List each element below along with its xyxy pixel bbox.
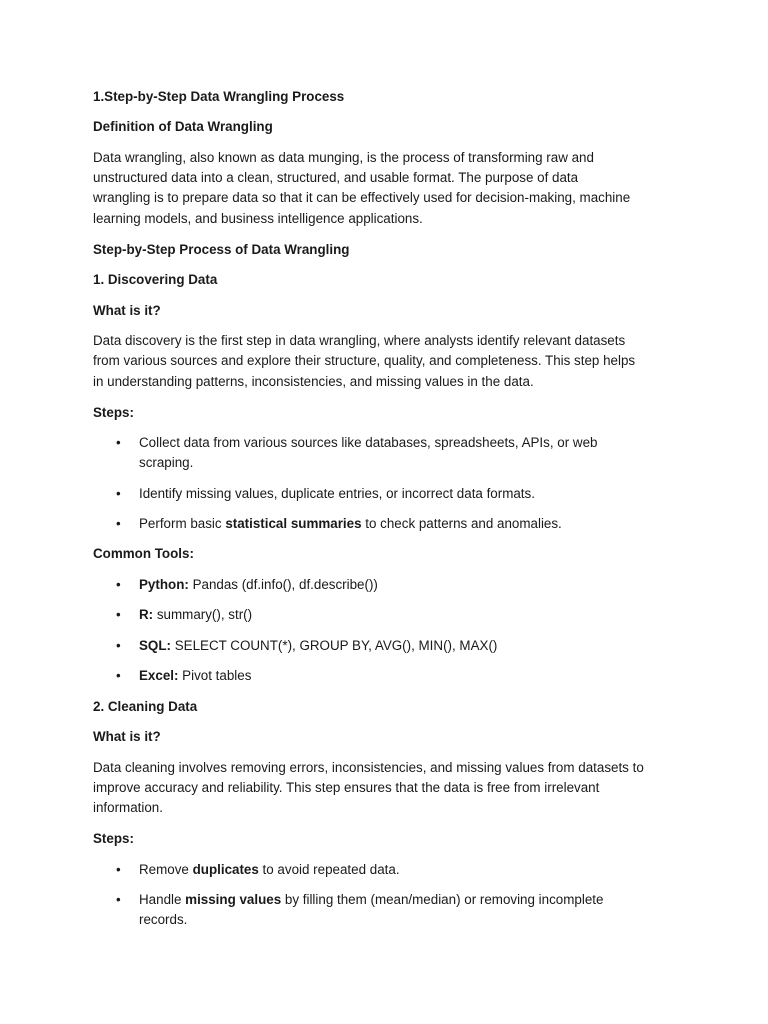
section2-steps-heading: Steps: — [93, 831, 134, 846]
bullet-icon: • — [116, 638, 121, 653]
tool-name: R: — [139, 607, 154, 622]
list-item — [139, 891, 603, 909]
section1-steps-heading: Steps: — [93, 405, 134, 420]
bullet-icon: • — [116, 516, 121, 531]
bullet-icon: • — [116, 486, 121, 501]
tool-item — [139, 637, 497, 655]
section2-what-line: Data cleaning involves removing errors, inconsistencies, and missing values from datasets to — [93, 760, 644, 775]
section2-what-heading: What is it? — [93, 729, 161, 744]
list-item — [139, 861, 400, 879]
bullet-icon: • — [116, 668, 121, 683]
section1-what-line: in understanding patterns, inconsistencies, and missing values in the data. — [93, 374, 534, 389]
list-item: Collect data from various sources like databases, spreadsheets, APIs, or web — [139, 435, 598, 450]
list-item-bold: statistical summaries — [225, 516, 362, 531]
list-item-bold: duplicates — [192, 862, 259, 877]
list-item-text: by filling them (mean/median) or removing incomplete — [281, 892, 604, 907]
tool-item — [139, 667, 251, 685]
list-item-text: to avoid repeated data. — [258, 862, 400, 877]
bullet-icon: • — [116, 607, 121, 622]
definition-heading: Definition of Data Wrangling — [93, 119, 273, 134]
list-item-continuation: records. — [139, 912, 188, 927]
tool-description: summary(), str() — [153, 607, 253, 622]
definition-line: learning models, and business intelligence applications. — [93, 211, 423, 226]
tool-item — [139, 606, 252, 624]
section2-what-line: information. — [93, 800, 163, 815]
section1-tools-heading: Common Tools: — [93, 546, 194, 561]
section1-what-heading: What is it? — [93, 303, 161, 318]
list-item-text: Perform basic — [139, 516, 226, 531]
bullet-icon: • — [116, 577, 121, 592]
list-item-continuation: scraping. — [139, 455, 194, 470]
section2-what-line: improve accuracy and reliability. This step ensures that the data is free from irrelevant — [93, 780, 600, 795]
tool-description: Pandas (df.info(), df.describe()) — [188, 577, 378, 592]
definition-line: Data wrangling, also known as data munging, is the process of transforming raw and — [93, 150, 594, 165]
bullet-icon: • — [116, 892, 121, 907]
tool-item — [139, 576, 378, 594]
definition-line: wrangling is to prepare data so that it can be effectively used for decision-making, machine — [93, 190, 631, 205]
list-item-text: to check patterns and anomalies. — [361, 516, 562, 531]
list-item-text: Handle — [139, 892, 186, 907]
bullet-icon: • — [116, 435, 121, 450]
tool-description: Pivot tables — [178, 668, 252, 683]
section2-heading: 2. Cleaning Data — [93, 699, 198, 714]
definition-line: unstructured data into a clean, structured, and usable format. The purpose of data — [93, 170, 579, 185]
tool-name: Excel: — [139, 668, 179, 683]
tool-name: Python: — [139, 577, 189, 592]
document-title: 1.Step-by-Step Data Wrangling Process — [93, 89, 345, 104]
list-item: Identify missing values, duplicate entries, or incorrect data formats. — [139, 486, 535, 501]
tool-name: SQL: — [139, 638, 171, 653]
list-item-bold: missing values — [185, 892, 282, 907]
section1-heading: 1. Discovering Data — [93, 272, 218, 287]
section1-what-line: from various sources and explore their structure, quality, and completeness. This step helps — [93, 353, 636, 368]
list-item-text: Remove — [139, 862, 193, 877]
section1-what-line: Data discovery is the first step in data wrangling, where analysts identify relevant datasets — [93, 333, 626, 348]
tool-description: SELECT COUNT(*), GROUP BY, AVG(), MIN(), MAX() — [171, 638, 498, 653]
list-item — [139, 515, 562, 533]
process-heading: Step-by-Step Process of Data Wrangling — [93, 242, 350, 257]
bullet-icon: • — [116, 862, 121, 877]
